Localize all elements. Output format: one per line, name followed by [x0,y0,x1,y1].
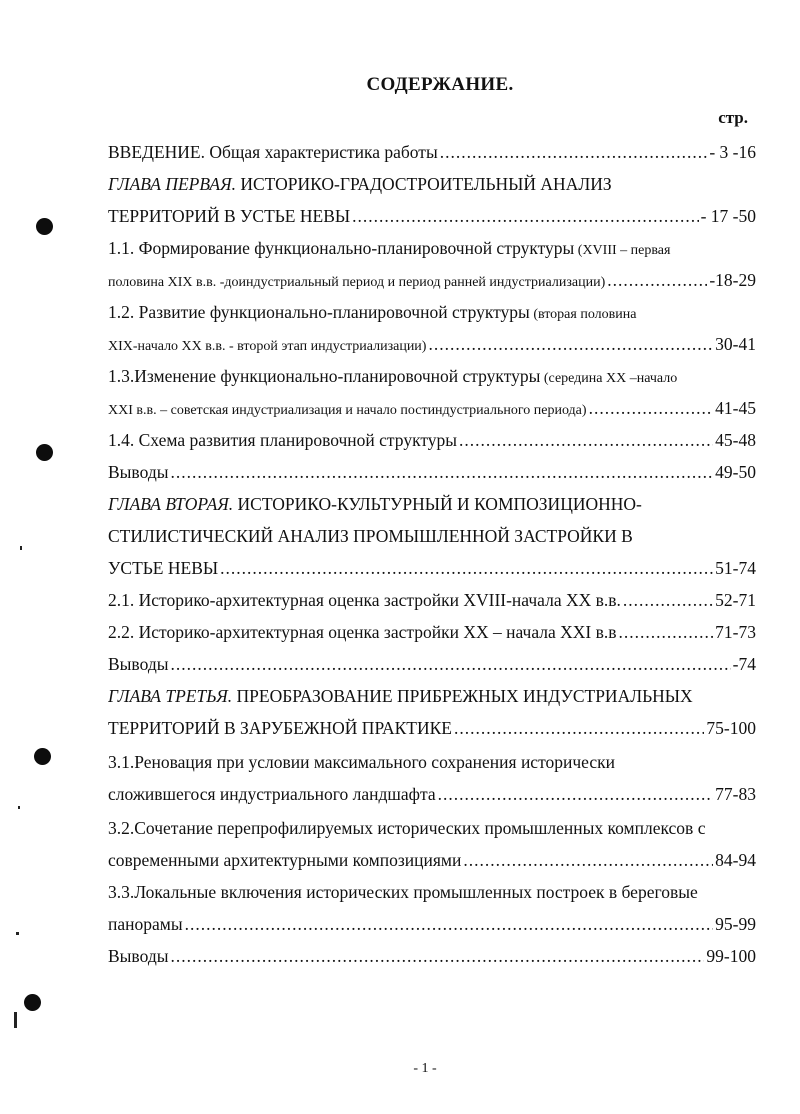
toc-entry-1-3-heading[interactable] [108,364,756,391]
toc-entry-3-1-heading[interactable] [108,750,756,774]
dot-leader [428,332,713,356]
dot-leader [454,716,704,740]
punch-hole [24,994,41,1011]
entry-page: 51-74 [715,558,756,578]
entry-page: -18-29 [709,270,756,290]
dot-leader [220,556,713,580]
entry-text: ТЕРРИТОРИЙ В ЗАРУБЕЖНОЙ ПРАКТИКЕ [108,718,452,738]
dot-leader [170,460,713,484]
entry-text: 1.2. Развитие функционально-планировочной структуры [108,302,530,322]
entry-text: сложившегося индустриального ландшафта [108,784,436,804]
toc-entry-1-2[interactable] [108,332,756,359]
toc-entry-1-3[interactable] [108,396,756,423]
entry-text: Выводы [108,946,169,966]
toc-entry-1-1[interactable] [108,268,756,295]
toc-entry-chapter-2-heading[interactable] [108,492,756,516]
entry-text: ТЕРРИТОРИЙ В УСТЬЕ НЕВЫ [108,206,351,226]
page-title: СОДЕРЖАНИЕ. [366,74,514,95]
entry-page: 52-71 [715,590,756,610]
entry-text: СТИЛИСТИЧЕСКИЙ АНАЛИЗ ПРОМЫШЛЕННОЙ ЗАСТРОЙКИ В [108,526,633,546]
entry-note: половина XIX в.в. -доиндустриальный период и период ранней индустриализации) [108,275,606,290]
scan-speck [16,932,19,935]
toc-entry-3-2[interactable] [108,848,756,872]
entry-page: - 17 -50 [700,206,756,226]
entry-note: (XVIII – первая [574,243,671,258]
entry-note: (вторая половина [529,307,637,322]
entry-page: 49-50 [715,462,756,482]
toc-entry-conclusions-2[interactable] [108,652,756,676]
dot-leader [589,396,714,420]
dot-leader [607,268,707,292]
entry-page: 71-73 [715,622,756,642]
entry-text: ИСТОРИКО-КУЛЬТУРНЫЙ И КОМПОЗИЦИОННО- [233,494,642,514]
entry-note: XXI в.в. – советская индустриализация и начало постиндустриального периода) [108,403,587,418]
entry-note: (середина XX –начало [540,371,678,386]
punch-hole [36,218,53,235]
entry-page: 41-45 [715,398,756,418]
dot-leader [463,848,713,872]
entry-page: 30-41 [715,334,756,354]
toc-entry-2-1[interactable] [108,588,756,612]
toc-entry-1-2-heading[interactable] [108,300,756,327]
toc-entry-chapter-1[interactable] [108,204,756,228]
dot-leader [438,782,714,806]
toc-entry-3-1[interactable] [108,782,756,806]
toc-entry-chapter-2[interactable] [108,556,756,580]
dot-leader [352,204,698,228]
chapter-prefix: ГЛАВА ТРЕТЬЯ. [108,686,233,706]
entry-page: -74 [732,654,756,674]
toc-entry-2-2[interactable] [108,620,756,644]
entry-page: 77-83 [715,784,756,804]
entry-text: ПРЕОБРАЗОВАНИЕ ПРИБРЕЖНЫХ ИНДУСТРИАЛЬНЫХ [232,686,693,706]
dot-leader [170,652,730,676]
entry-text: 3.2.Сочетание перепрофилируемых исторических промышленных комплексов с [108,818,706,838]
entry-text: ВВЕДЕНИЕ. Общая характеристика работы [108,142,438,162]
entry-text: 1.4. Схема развития планировочной структуры [108,430,458,450]
entry-text: 2.1. Историко-архитектурная оценка застройки XVIII-начала XX в.в. [108,590,621,610]
toc-entry-chapter-3[interactable] [108,716,756,740]
scan-speck [20,546,22,550]
entry-text: современными архитектурными композициями [108,850,462,870]
dot-leader [623,588,713,612]
entry-text: 1.1. Формирование функционально-планировочной структуры [108,238,575,258]
toc-entry-chapter-3-heading[interactable] [108,684,756,708]
scan-speck [18,806,20,809]
dot-leader [619,620,714,644]
entry-text: 2.2. Историко-архитектурная оценка застройки XX – начала XXI в.в [108,622,617,642]
punch-hole [34,748,51,765]
scan-speck [14,1012,17,1028]
punch-hole [36,444,53,461]
entry-text: 3.1.Реновация при условии максимального сохранения исторически [108,752,615,772]
toc-entry-3-3[interactable] [108,912,756,936]
entry-page: - 3 -16 [709,142,756,162]
toc-entry-1-4[interactable] [108,428,756,452]
entry-page: 99-100 [706,946,756,966]
entry-page: 75-100 [706,718,756,738]
dot-leader [440,140,708,164]
entry-text: ИСТОРИКО-ГРАДОСТРОИТЕЛЬНЫЙ АНАЛИЗ [235,174,612,194]
toc-entry-chapter-1-heading[interactable] [108,172,756,196]
toc-entry-conclusions-3[interactable] [108,944,756,968]
dot-leader [185,912,714,936]
page-column-label: стр. [718,108,748,127]
entry-text: Выводы [108,462,169,482]
dot-leader [459,428,713,452]
toc-entry-3-3-heading[interactable] [108,880,756,904]
chapter-prefix: ГЛАВА ПЕРВАЯ. [108,174,236,194]
entry-page: 95-99 [715,914,756,934]
entry-note: XIX-начало XX в.в. - второй этап индустриализации) [108,339,427,354]
entry-text: 3.3.Локальные включения исторических промышленных построек в береговые [108,882,698,902]
entry-text: панорамы [108,914,183,934]
toc-entry-1-1-heading[interactable] [108,236,756,263]
dot-leader [170,944,704,968]
toc-entry-chapter-2-heading-cont[interactable] [108,524,756,548]
entry-text: 1.3.Изменение функционально-планировочной структуры [108,366,541,386]
toc-entry-introduction[interactable] [108,140,756,164]
toc-entry-3-2-heading[interactable] [108,816,756,840]
toc-entry-conclusions-1[interactable] [108,460,756,484]
entry-page: 84-94 [715,850,756,870]
page-number-footer: - 1 - [413,1061,437,1076]
entry-text: Выводы [108,654,169,674]
entry-text: УСТЬЕ НЕВЫ [108,558,219,578]
entry-page: 45-48 [715,430,756,450]
chapter-prefix: ГЛАВА ВТОРАЯ. [108,494,234,514]
